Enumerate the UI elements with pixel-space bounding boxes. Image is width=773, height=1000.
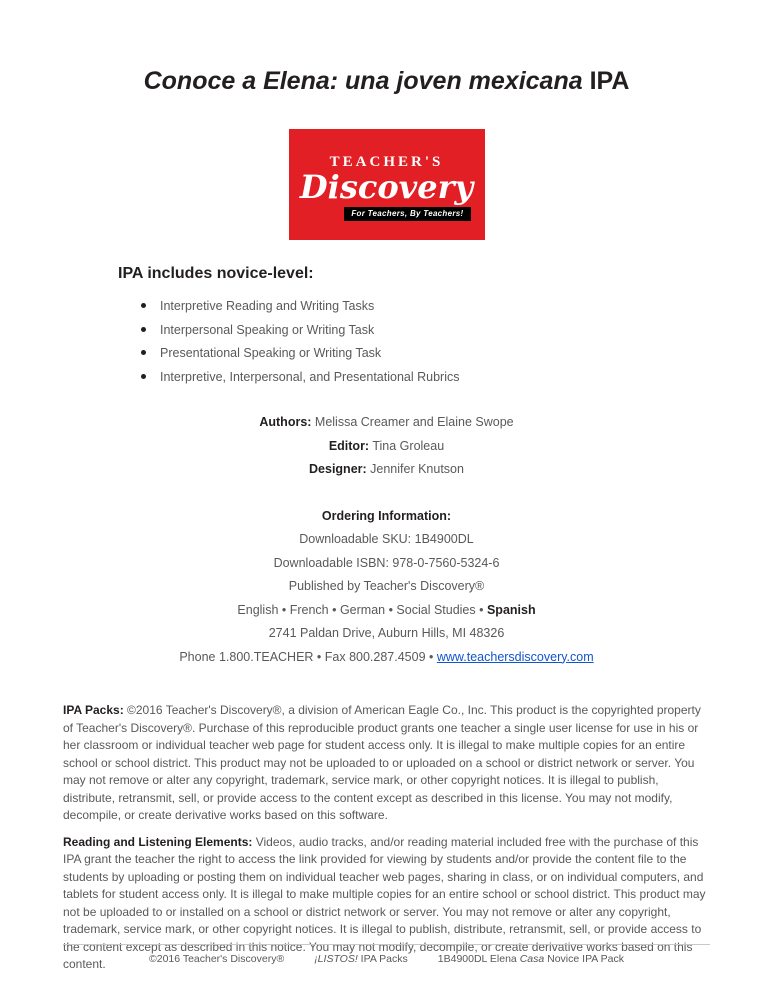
footer-product-suffix: Novice IPA Pack xyxy=(544,953,624,965)
footer-product xyxy=(438,953,624,965)
list-item-label: Interpersonal Speaking or Writing Task xyxy=(160,322,375,337)
legal-p2-text: Videos, audio tracks, and/or reading material included free with the purchase of this IPA grant the teacher the right to access the link provided for viewing by students and/or provide the content file to the students by uploading or posting them on individual teacher web pages, sharing in class, or on individual computers, and tablets for student access only. It is illegal to make multiple copies for an entire school or school district. This product may not be uploaded to or installed on a school or district network or server. You may not remove or alter any copyright, trademark, service mark, or other copyright notices. It is illegal to publish, distribute, retransmit, sell, or provide access to the content except as described in this notice. You may not modify, decompile, or create derivative works based on this content. xyxy=(63,834,706,971)
list-item xyxy=(141,295,773,319)
legal-p1-text: ©2016 Teacher's Discovery®, a division of American Eagle Co., Inc. This product is the copyrighted property of Teacher's Discovery®. Purchase of this reproducible product grants one teacher a single user license for use in his or her classroom or individual teacher web page for student access only. It is illegal to make multiple copies for an entire school or school district. This product may not be uploaded to or uploaded on a school or district network or server. You may not remove or alter any copyright, trademark, service mark, or other copyright notices. It is illegal to publish, distribute, retransmit, sell, or provide access to the content except as described in this license. You may not modify, decompile, or create derivative works based on this software. xyxy=(63,703,701,822)
footer-series-regular: IPA Packs xyxy=(357,953,408,965)
legal-p2-label: Reading and Listening Elements: xyxy=(63,834,253,849)
logo-teachers-text: TEACHER'S xyxy=(329,154,444,170)
list-item xyxy=(141,319,773,343)
editor-label: Editor: xyxy=(328,438,370,453)
bullet-icon xyxy=(141,303,146,308)
contact-line xyxy=(0,646,773,670)
sku-line: Downloadable SKU: 1B4900DL xyxy=(299,532,474,546)
title-regular-part: IPA xyxy=(582,67,630,95)
includes-list xyxy=(0,295,773,389)
bullet-icon xyxy=(141,374,146,379)
legal-paragraph-ipa-packs xyxy=(63,702,710,825)
logo-tagline: For Teachers, By Teachers! xyxy=(344,207,470,221)
ordering-block xyxy=(0,505,773,670)
editor-value: Tina Groleau xyxy=(369,438,445,453)
ordering-heading: Ordering Information: xyxy=(321,508,452,523)
isbn-line: Downloadable ISBN: 978-0-7560-5324-6 xyxy=(273,555,500,570)
footer-series xyxy=(314,953,408,965)
page-title xyxy=(0,66,773,96)
designer-label: Designer: xyxy=(309,462,367,476)
subjects-line xyxy=(0,599,773,623)
title-italic-part: Conoce a Elena: una joven mexicana xyxy=(143,67,583,95)
legal-p1-label: IPA Packs: xyxy=(63,703,124,717)
editor-line xyxy=(0,435,773,459)
website-link[interactable]: www.teachersdiscovery.com xyxy=(436,649,594,664)
bullet-icon xyxy=(141,350,146,355)
list-item xyxy=(141,366,773,390)
subjects-spanish: Spanish xyxy=(486,602,536,617)
list-item-label: Presentational Speaking or Writing Task xyxy=(160,346,382,360)
authors-label: Authors: xyxy=(259,415,312,429)
footer-series-italic: ¡LISTOS! xyxy=(314,953,358,965)
teachers-discovery-logo xyxy=(289,129,485,240)
designer-line xyxy=(0,458,773,482)
page-footer xyxy=(63,945,710,965)
footer-product-prefix: 1B4900DL Elena xyxy=(437,953,520,965)
authors-line xyxy=(0,411,773,435)
authors-value: Melissa Creamer and Elaine Swope xyxy=(311,415,514,429)
subjects-prefix: English • French • German • Social Studies • xyxy=(237,602,487,617)
publisher-line: Published by Teacher's Discovery® xyxy=(288,579,485,593)
footer-copyright: ©2016 Teacher's Discovery® xyxy=(149,953,285,965)
phone-fax-text: Phone 1.800.TEACHER • Fax 800.287.4509 • xyxy=(179,649,437,664)
logo-discovery-text: Discovery xyxy=(299,168,474,206)
list-item-label: Interpretive, Interpersonal, and Presentational Rubrics xyxy=(160,369,460,384)
includes-heading: IPA includes novice-level: xyxy=(118,265,314,282)
designer-value: Jennifer Knutson xyxy=(366,462,464,476)
footer-divider xyxy=(63,944,710,965)
legal-block xyxy=(63,702,710,974)
bullet-icon xyxy=(141,327,146,332)
credits-block xyxy=(0,411,773,482)
address-line: 2741 Paldan Drive, Auburn Hills, MI 48326 xyxy=(268,626,505,640)
list-item xyxy=(141,342,773,366)
list-item-label: Interpretive Reading and Writing Tasks xyxy=(160,299,375,313)
footer-product-italic: Casa xyxy=(519,953,545,965)
